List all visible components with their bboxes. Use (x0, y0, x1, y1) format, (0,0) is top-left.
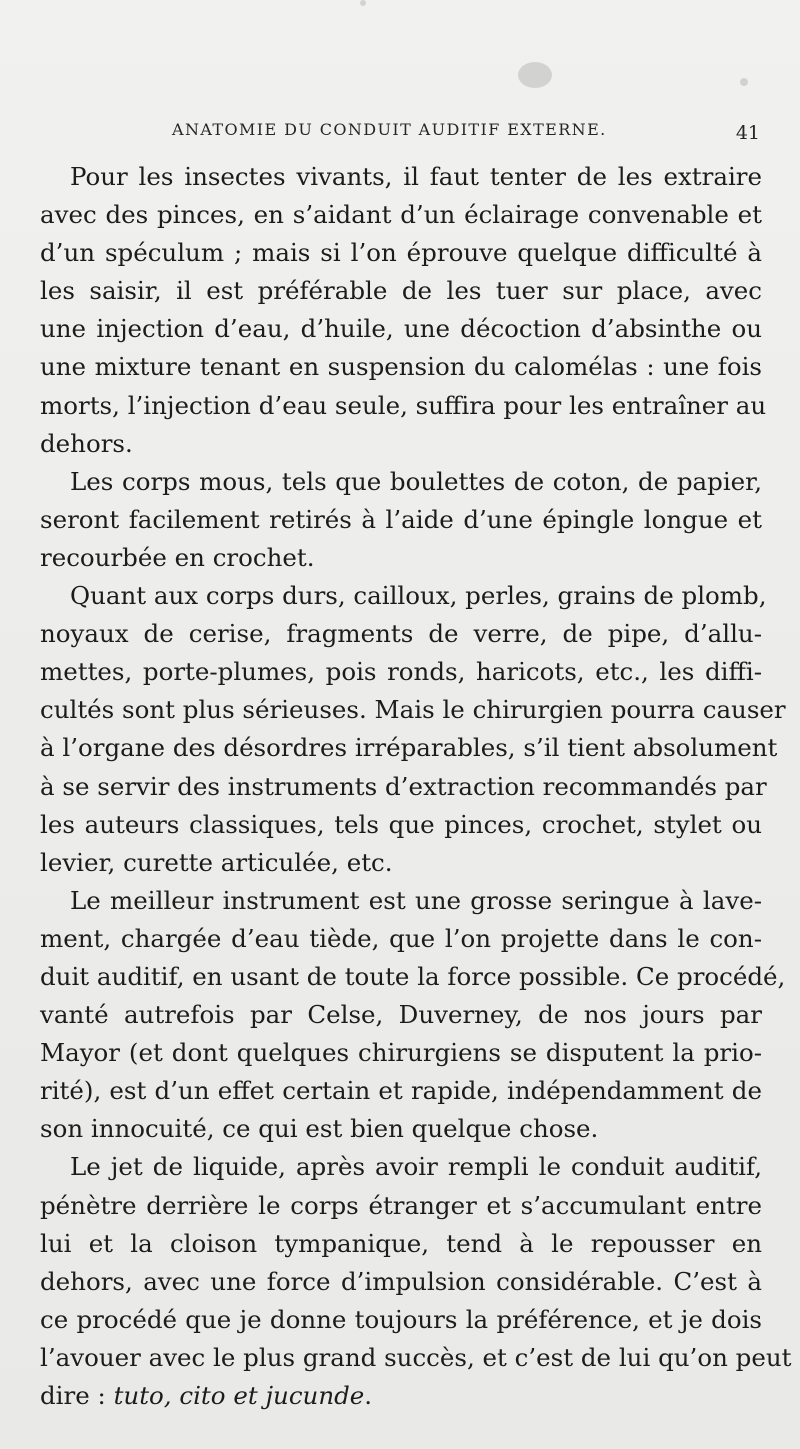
text-line: mettes, porte-plumes, pois ronds, haricots, etc., les diffi- (40, 657, 762, 687)
paragraph (40, 577, 786, 882)
text-line: lui et la cloison tympanique, tend à le repousser en (40, 1228, 762, 1258)
paragraph (40, 463, 762, 577)
text-line: Quant aux corps durs, cailloux, perles, grains de plomb, (70, 581, 767, 611)
text-line: Les corps mous, tels que boulettes de coton, de papier, (70, 466, 762, 496)
ink-speck (518, 62, 552, 88)
running-head: ANATOMIE DU CONDUIT AUDITIF EXTERNE. (172, 120, 607, 139)
text-line: Le meilleur instrument est une grosse seringue à lave- (70, 885, 762, 915)
paragraph (40, 882, 786, 1149)
text-line: avec des pinces, en s’aidant d’un éclairage convenable et (40, 200, 762, 230)
text-line: une injection d’eau, d’huile, une décoction d’absinthe ou (40, 314, 762, 344)
text-line: vanté autrefois par Celse, Duverney, de nos jours par (40, 1000, 762, 1030)
paragraph (40, 158, 767, 463)
text-line: cultés sont plus sérieuses. Mais le chirurgien pourra causer (40, 695, 786, 725)
text-line: son innocuité, ce qui est bien quelque chose. (40, 1114, 599, 1144)
text-line: à l’organe des désordres irréparables, s’il tient absolument (40, 733, 778, 763)
text-line: une mixture tenant en suspension du calomélas : une fois (40, 352, 762, 382)
final-line-prefix: dire : (40, 1381, 106, 1410)
text-line: seront facilement retirés à l’aide d’une épingle longue et (40, 504, 762, 534)
text-line: ce procédé que je donne toujours la préférence, et je dois (40, 1304, 762, 1334)
text-line: dehors, avec une force d’impulsion considérable. C’est à (40, 1266, 762, 1296)
latin-phrase: tuto, cito et jucunde (113, 1381, 365, 1410)
text-line: rité), est d’un effet certain et rapide, indépendamment de (40, 1076, 762, 1106)
text-line: recourbée en crochet. (40, 542, 315, 572)
text-line: Le jet de liquide, après avoir rempli le conduit auditif, (70, 1152, 762, 1182)
page-number: 41 (735, 122, 760, 144)
text-line: ment, chargée d’eau tiède, que l’on projette dans le con- (40, 923, 762, 953)
text-line: d’un spéculum ; mais si l’on éprouve quelque difficulté à (40, 238, 762, 268)
text-line: les auteurs classiques, tels que pinces, crochet, stylet ou (40, 809, 762, 839)
ink-speck (740, 78, 748, 86)
ink-speck (360, 0, 366, 6)
text-line: levier, curette articulée, etc. (40, 847, 393, 877)
paragraph (40, 1148, 792, 1415)
final-line-suffix: . (364, 1381, 373, 1410)
text-line: Pour les insectes vivants, il faut tenter de les extraire (70, 162, 762, 191)
text-line: les saisir, il est préférable de les tuer sur place, avec (40, 276, 762, 306)
text-line: morts, l’injection d’eau seule, suffira pour les entraîner au (40, 390, 767, 420)
text-line-final (40, 1377, 762, 1415)
text-line: à se servir des instruments d’extraction recommandés par (40, 771, 767, 801)
text-line: Mayor (et dont quelques chirurgiens se disputent la prio- (40, 1038, 762, 1068)
text-line: l’avouer avec le plus grand succès, et c’est de lui qu’on peut (40, 1342, 792, 1372)
text-line: duit auditif, en usant de toute la force possible. Ce procédé, (40, 961, 786, 991)
body-text (40, 158, 792, 1415)
text-line: noyaux de cerise, fragments de verre, de pipe, d’allu- (40, 619, 762, 649)
page-header (40, 120, 762, 150)
text-line: pénètre derrière le corps étranger et s’accumulant entre (40, 1190, 762, 1220)
text-line: dehors. (40, 428, 133, 458)
